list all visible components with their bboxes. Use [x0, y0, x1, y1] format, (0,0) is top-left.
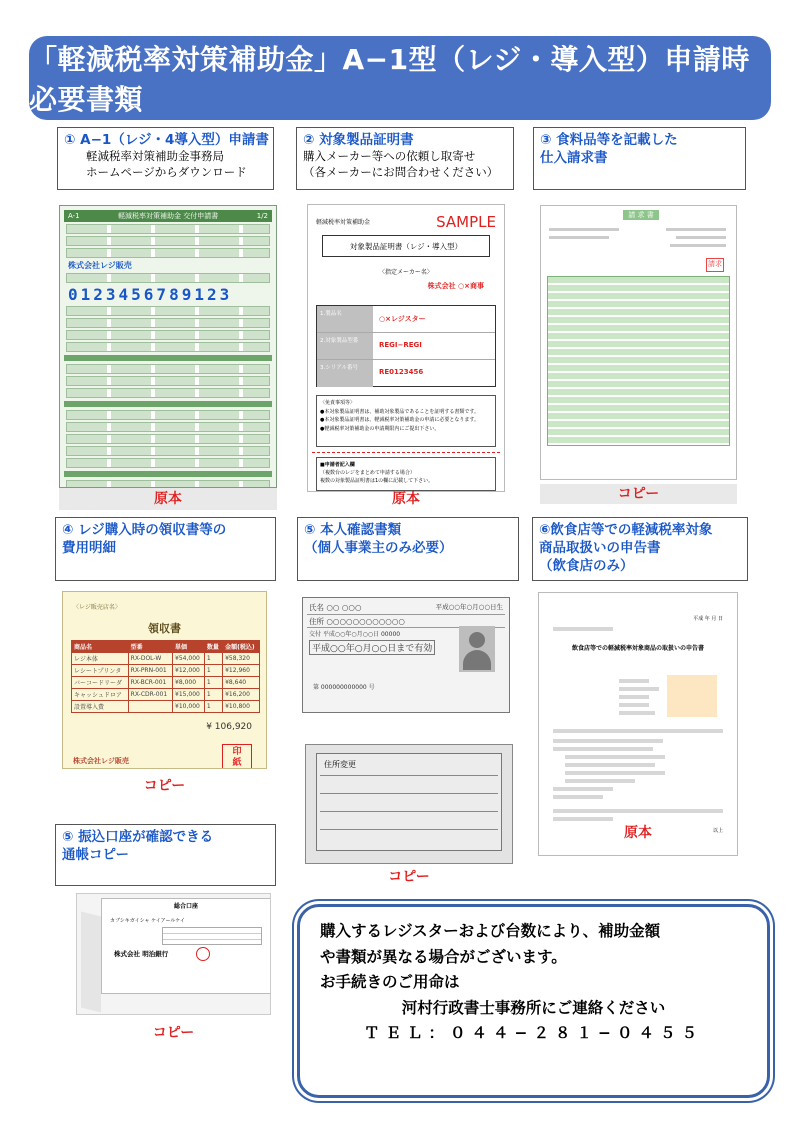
- id-name-label: 氏名: [309, 603, 324, 612]
- declaration-title: 飲食店等での軽減税率対象商品の取扱いの申告書: [571, 645, 704, 652]
- cell: レシートプリンタ: [72, 665, 129, 677]
- item-1-title: ① A−1（レジ・4導入型）申請書: [64, 132, 269, 148]
- cell: ¥10,000: [173, 701, 205, 713]
- cert-value: RE0123456: [379, 368, 424, 376]
- item-7-caption: コピー: [152, 1025, 195, 1041]
- cell: ¥12,000: [173, 665, 205, 677]
- item-3-label: [533, 127, 746, 190]
- contact-office: 河村行政書士事務所にご連絡ください: [401, 998, 666, 1017]
- form-company: 株式会社レジ販売: [68, 261, 132, 270]
- id-address-label: 住所: [309, 617, 324, 626]
- page-title: 「軽減税率対策補助金」A−1型（レジ・導入型）申請時必要書類: [29, 36, 771, 120]
- certificate-table: [316, 305, 496, 387]
- declaration-date: 平成 年 月 日: [693, 616, 723, 622]
- receipt-image: [62, 591, 267, 769]
- table-row: [72, 665, 260, 677]
- id-dob: 平成○○年○月○○日生: [435, 603, 503, 611]
- cell: 1: [204, 701, 222, 713]
- cell: ¥12,960: [223, 665, 260, 677]
- cell: キャッシュドロア: [72, 689, 129, 701]
- sample-mark: SAMPLE: [436, 213, 496, 231]
- col-header: 数量: [204, 641, 222, 653]
- contact-phone: ＴＥＬ：０４４−２８１−０４５５: [364, 1024, 703, 1043]
- col-header: 単価: [173, 641, 205, 653]
- item-1-subtitle: 軽減税率対策補助金事務局 ホームページからダウンロード: [86, 149, 247, 179]
- cell: [128, 701, 172, 713]
- item-5-title: ⑤ 本人確認書類 （個人事業主のみ必要）: [304, 522, 453, 557]
- id-address-value: ○○○○○○○○○○○○: [326, 617, 405, 626]
- cell: 1: [204, 689, 222, 701]
- id-card-back-image: [305, 744, 513, 864]
- invoice-title: 請 求 書: [623, 210, 659, 220]
- id-card-front-image: [302, 597, 510, 713]
- product-certificate-image: [307, 204, 505, 492]
- id-number: 第 000000000000 号: [313, 684, 375, 691]
- cell: ¥16,200: [223, 689, 260, 701]
- contact-box: [297, 904, 770, 1098]
- item-2-label: [296, 127, 514, 190]
- cell: ¥58,320: [223, 653, 260, 665]
- cell: RX-PRN-001: [128, 665, 172, 677]
- form-title: 軽減税率対策補助金 交付申請書: [118, 212, 219, 220]
- id-photo: [459, 626, 495, 672]
- invoice-stamp: 請求: [706, 258, 724, 272]
- form-header: [64, 210, 272, 222]
- form-type: A-1: [68, 212, 80, 220]
- declaration-form-image: [538, 592, 738, 856]
- item-2-caption: 原本: [392, 491, 420, 507]
- item-2-subtitle: 購入メーカー等への依頼し取寄せ （各メーカーにお問合わせください）: [303, 149, 499, 179]
- id-name: [309, 602, 362, 613]
- cell: ¥8,000: [173, 677, 205, 689]
- passbook-title: 総合口座: [173, 903, 198, 910]
- id-address: [309, 616, 405, 627]
- form-number: 0123456789123: [68, 285, 233, 304]
- receipt-total: ¥ 106,920: [206, 722, 252, 732]
- contact-line-2: や書類が異なる場合がございます。: [320, 947, 567, 966]
- item-3-title: ③ 食料品等を記載した 仕入請求書: [540, 132, 678, 167]
- applicant-section: [316, 457, 496, 491]
- cell: バーコードリーダ: [72, 677, 129, 689]
- notes-title: 〈免責事項等〉: [320, 400, 356, 406]
- col-header: 型番: [128, 641, 172, 653]
- item-6-caption: 原本: [624, 825, 652, 841]
- col-header: 商品名: [72, 641, 129, 653]
- passbook-page: [101, 898, 271, 994]
- notes-text: ●本対象製品証明書は、補助対象製品であることを証明する書類です。 ●本対象製品証明書は、軽減税率対策補助金の申請に必要となります。 ●軽減税率対策補助金の申請期限内にご提出下さい。: [320, 408, 479, 432]
- cert-key: 3.シリアル番号: [317, 360, 373, 387]
- table-row: [72, 689, 260, 701]
- item-3-caption: コピー: [540, 484, 737, 504]
- item-1-caption: 原本: [59, 488, 277, 510]
- bank-name: 株式会社 明治銀行: [114, 950, 169, 958]
- applicant-title: ■申請者記入欄: [320, 462, 355, 468]
- cell: ¥15,000: [173, 689, 205, 701]
- applicant-text: （複数台のレジをまとめて申請する場合） 複数の対象製品証明書は1の欄に記載して下さい。: [320, 470, 434, 484]
- cert-value: ○×レジスター: [379, 315, 426, 323]
- item-6-label: [532, 517, 748, 581]
- application-form-image: [59, 205, 277, 488]
- item-1-label: [57, 127, 274, 190]
- cell: 1: [204, 677, 222, 689]
- item-7-title: ⑤ 振込口座が確認できる 通帳コピー: [62, 829, 214, 864]
- maker-name: 株式会社 ○×商事: [427, 282, 484, 290]
- cert-key: 1.製品名: [317, 306, 373, 332]
- revenue-stamp: 印 紙: [222, 744, 252, 769]
- certificate-org: 軽減税率対策補助金: [316, 219, 371, 226]
- item-7-label: [55, 824, 276, 886]
- receipt-issuer: 株式会社レジ販売: [73, 757, 129, 765]
- item-4-title: ④ レジ購入時の領収書等の 費用明細: [62, 522, 227, 557]
- certificate-notes: [316, 395, 496, 447]
- issuer-label: 〈指定メーカー名〉: [379, 269, 433, 276]
- item-4-caption: コピー: [143, 778, 186, 794]
- table-row: [72, 701, 260, 713]
- receipt-header: 〈レジ販売店名〉: [73, 604, 121, 611]
- cell: ¥8,640: [223, 677, 260, 689]
- item-5-label: [297, 517, 519, 581]
- cell: 設置導入費: [72, 701, 129, 713]
- cell: 1: [204, 665, 222, 677]
- declaration-end: 以上: [712, 828, 723, 834]
- invoice-grid: [547, 276, 730, 446]
- certificate-title: 対象製品証明書（レジ・導入型）: [322, 235, 490, 257]
- cell: RX-DOL-W: [128, 653, 172, 665]
- item-6-title: ⑥飲食店等での軽減税率対象 商品取扱いの申告書 （飲食店のみ）: [539, 522, 713, 575]
- table-row: [72, 677, 260, 689]
- id-name-value: ○○ ○○○: [326, 603, 362, 612]
- contact-line-3: お手続きのご用命は: [320, 973, 460, 992]
- cell: ¥54,000: [173, 653, 205, 665]
- item-4-label: [55, 517, 276, 581]
- bank-seal: [196, 947, 210, 961]
- invoice-image: [540, 205, 737, 480]
- cell: RX-CDR-001: [128, 689, 172, 701]
- contact-line-1: 購入するレジスターおよび台数により、補助金額: [320, 922, 661, 940]
- receipt-table: [71, 640, 260, 713]
- cert-key: 2.対象製品型番: [317, 333, 373, 359]
- item-5-caption: コピー: [388, 869, 430, 885]
- cell: RX-BCR-001: [128, 677, 172, 689]
- cell: レジ本体: [72, 653, 129, 665]
- cert-value: REGI−REGI: [379, 341, 422, 349]
- form-page: 1/2: [256, 212, 268, 220]
- passbook-image: [76, 893, 271, 1015]
- item-2-title: ② 対象製品証明書: [303, 132, 414, 148]
- account-holder: カブシキガイシャ ケイアールケイ: [110, 918, 185, 924]
- address-change-label: 住所変更: [324, 760, 356, 769]
- cell: ¥10,800: [223, 701, 260, 713]
- table-row: [72, 653, 260, 665]
- receipt-title: 領収書: [148, 622, 181, 635]
- cell: 1: [204, 653, 222, 665]
- col-header: 金額(税込): [223, 641, 260, 653]
- id-issue: 交付 平成○○年○月○○日 00000: [309, 631, 401, 638]
- id-expiry: 平成○○年○月○○日まで有効: [309, 640, 435, 655]
